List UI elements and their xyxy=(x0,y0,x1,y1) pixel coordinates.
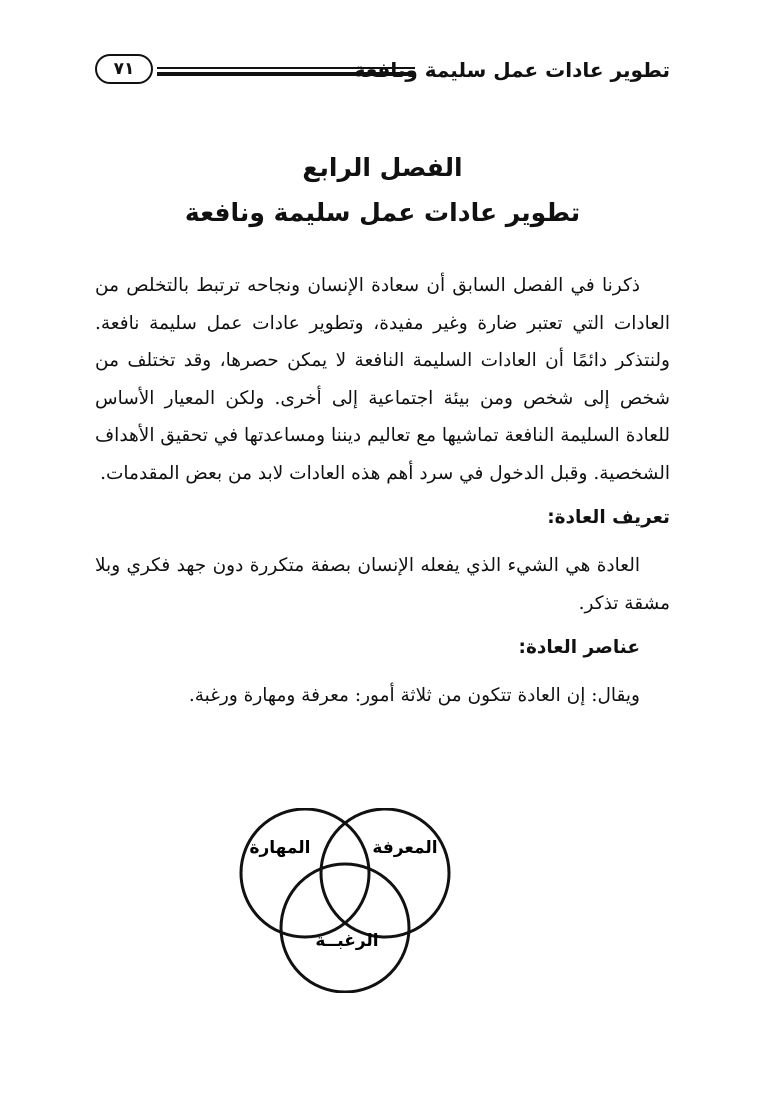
venn-circle-skill xyxy=(241,809,369,937)
venn-label-desire: الرغبــة xyxy=(315,931,379,951)
venn-circle-desire xyxy=(281,864,409,992)
chapter-title: تطوير عادات عمل سليمة ونافعة xyxy=(184,198,581,227)
venn-svg xyxy=(230,808,460,993)
running-title: تطوير عادات عمل سليمة ونافعة xyxy=(353,58,670,82)
running-header xyxy=(95,50,670,94)
definition-heading: تعريف العادة: xyxy=(547,507,670,528)
elements-heading: عناصر العادة: xyxy=(518,637,640,658)
intro-paragraph: ذكرنا في الفصل السابق أن سعادة الإنسان ونجاحه ترتبط بالتخلص من العادات التي تعتبر ضارة وغير مفيدة، وتطوير عادات عمل سليمة نافعة. ولنتذكر دائمًا أن العادات السليمة النافعة لا يمكن حصرها، وقد تختلف من شخص إلى شخص ومن بيئة اجتماعية إلى أخرى. ولكن المعيار الأساس للعادة السليمة النافعة تماشيها مع تعاليم ديننا ومساعدتها في تحقيق الأهداف الشخصية. وقبل الدخول في سرد أهم هذه العادات لابد من بعض المقدمات. xyxy=(95,275,670,484)
header-rule xyxy=(157,67,415,76)
page-number: ٧١ xyxy=(95,54,153,84)
venn-label-knowledge: المعرفة xyxy=(372,838,438,858)
definition-paragraph: العادة هي الشيء الذي يفعله الإنسان بصفة متكررة دون جهد فكري وبلا مشقة تذكر. xyxy=(95,555,670,614)
venn-circle-knowledge xyxy=(321,809,449,937)
elements-paragraph: ويقال: إن العادة تتكون من ثلاثة أمور: معرفة ومهارة ورغبة. xyxy=(188,685,640,706)
page-body xyxy=(95,267,670,715)
chapter-label: الفصل الرابع xyxy=(302,153,463,182)
venn-label-skill: المهارة xyxy=(249,838,311,858)
habit-elements-venn-diagram xyxy=(230,808,460,993)
